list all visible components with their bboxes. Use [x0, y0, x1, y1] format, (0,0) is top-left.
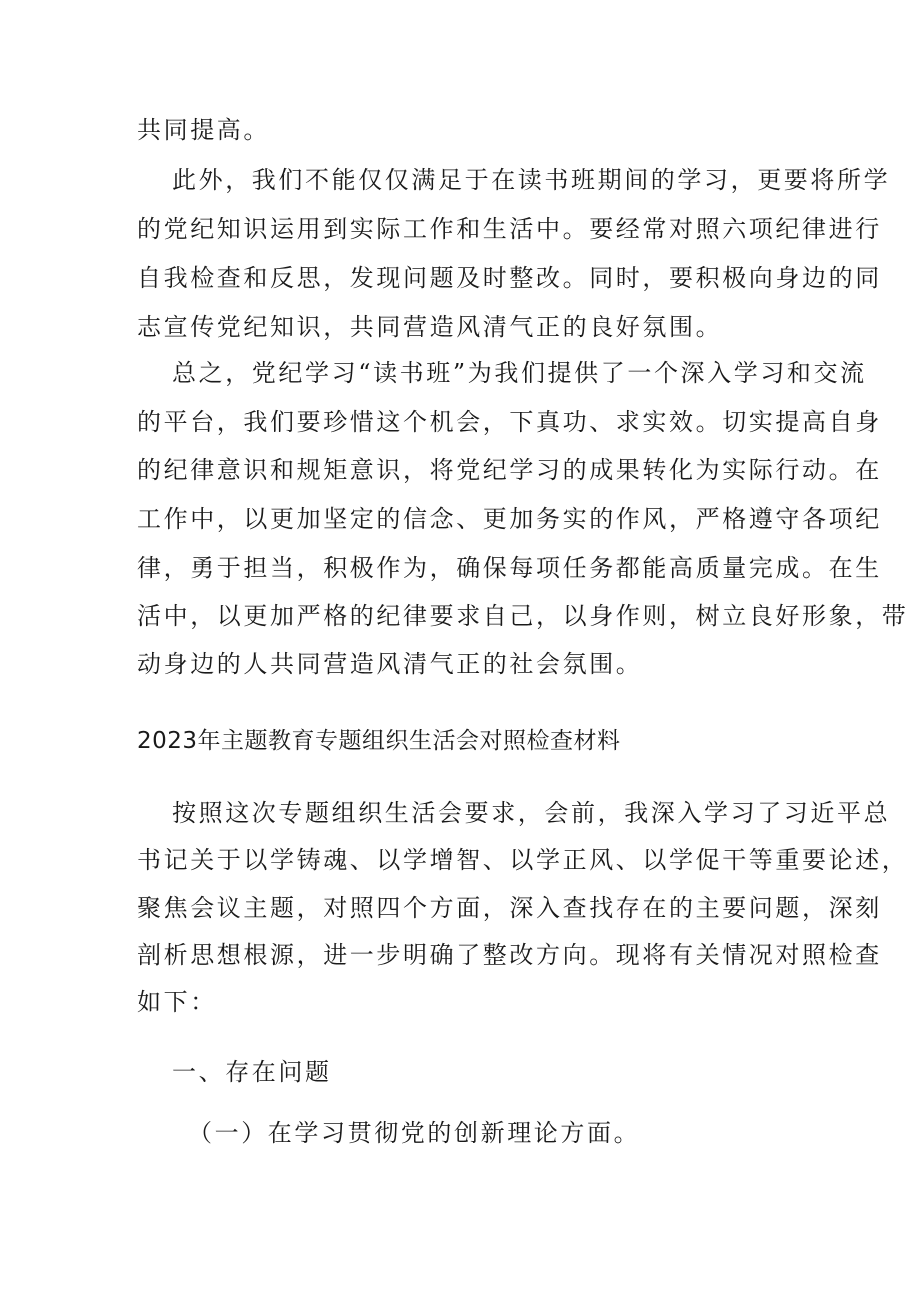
paragraph-line: 律，勇于担当，积极作为，确保每项任务都能高质量完成。在生 [137, 554, 882, 582]
heading-level-1: 一、存在问题 [172, 1058, 332, 1086]
paragraph-line: 自我检查和反思，发现问题及时整改。同时，要积极向身边的同 [137, 264, 882, 292]
paragraph-line: 总之，党纪学习“读书班”为我们提供了一个深入学习和交流 [172, 359, 867, 387]
paragraph-line: 活中，以更加严格的纪律要求自己，以身作则，树立良好形象，带 [137, 602, 909, 630]
paragraph-line: 聚焦会议主题，对照四个方面，深入查找存在的主要问题，深刻 [137, 894, 882, 922]
paragraph-line: 的党纪知识运用到实际工作和生活中。要经常对照六项纪律进行 [137, 215, 882, 243]
paragraph-line: 此外，我们不能仅仅满足于在读书班期间的学习，更要将所学 [172, 166, 891, 194]
section-title: 2023年主题教育专题组织生活会对照检查材料 [137, 728, 621, 754]
paragraph-line: 书记关于以学铸魂、以学增智、以学正风、以学促干等重要论述， [137, 846, 909, 874]
paragraph-line: 共同提高。 [137, 116, 270, 144]
paragraph-line: 工作中，以更加坚定的信念、更加务实的作风，严格遵守各项纪 [137, 505, 882, 533]
paragraph-line: 如下： [137, 988, 217, 1016]
heading-level-2: （一）在学习贯彻党的创新理论方面。 [188, 1119, 641, 1147]
paragraph-line: 动身边的人共同营造风清气正的社会氛围。 [137, 650, 643, 678]
paragraph-line: 志宣传党纪知识，共同营造风清气正的良好氛围。 [137, 313, 723, 341]
paragraph-line: 的平台，我们要珍惜这个机会，下真功、求实效。切实提高自身 [137, 408, 882, 436]
paragraph-line: 的纪律意识和规矩意识，将党纪学习的成果转化为实际行动。在 [137, 456, 882, 484]
paragraph-line: 剖析思想根源，进一步明确了整改方向。现将有关情况对照检查 [137, 941, 882, 969]
paragraph-line: 按照这次专题组织生活会要求，会前，我深入学习了习近平总 [172, 799, 891, 827]
